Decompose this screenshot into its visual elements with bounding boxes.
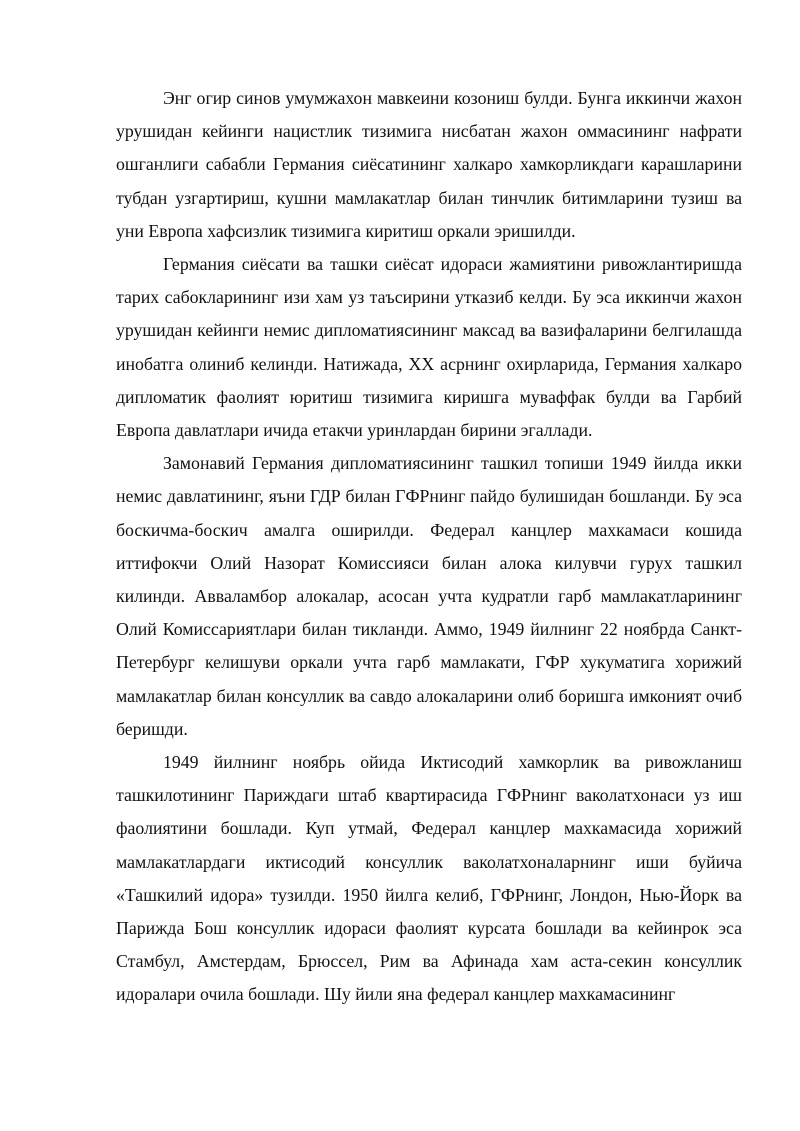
body-text [116, 82, 742, 1012]
paragraph-3: Замонавий Германия дипломатиясининг ташкил топиши 1949 йилда икки немис давлатининг, яъни ГДР билан ГФРнинг пайдо булишидан бошланди. Бу эса боскичма-боскич амалга оширилди. Федерал канцлер махкамаси кошида иттифокчи Олий Назорат Комиссияси билан алока килувчи гурух ташкил килинди. Авваламбор алокалар, асосан учта кудратли гарб мамлакатларининг Олий Комиссариятлари билан тикланди. Аммо, 1949 йилнинг 22 ноябрда Санкт-Петербург келишуви оркали учта гарб мамлакати, ГФР хукуматига хорижий мамлакатлар билан консуллик ва савдо алокаларини олиб боришга имконият очиб беришди. [116, 453, 742, 739]
paragraph-2: Германия сиёсати ва ташки сиёсат идораси жамиятини ривожлантиришда тарих сабокларининг изи хам уз таъсирини утказиб келди. Бу эса иккинчи жахон урушидан кейинги немис дипломатиясининг максад ва вазифаларини белгилашда инобатга олиниб келинди. Натижада, XX асрнинг охирларида, Германия халкаро дипломатик фаолият юритиш тизимига киришга муваффак булди ва Гарбий Европа давлатлари ичида етакчи уринлардан бирини эгаллади. [116, 254, 742, 441]
paragraph-4: 1949 йилнинг ноябрь ойида Иктисодий хамкорлик ва ривожланиш ташкилотининг Париждаги штаб квартирасида ГФРнинг ваколатхонаси уз иш фаолиятини бошлади. Куп утмай, Федерал канцлер махкамасида хорижий мамлакатлардаги иктисодий консуллик ваколатхоналарнинг иши буйича «Ташкилий идора» тузилди. 1950 йилга келиб, ГФРнинг, Лондон, Нью-Йорк ва Парижда Бош консуллик идораси фаолият курсата бошлади ва кейинрок эса Стамбул, Амстердам, Брюссел, Рим ва Афинада хам аста-секин консуллик идоралари очила бошлади. Шу йили яна федерал канцлер махкамасининг [116, 752, 742, 1005]
paragraph-1: Энг огир синов умумжахон мавкеини козониш булди. Бунга иккинчи жахон урушидан кейинги нацистлик тизимига нисбатан жахон оммасининг нафрати ошганлиги сабабли Германия сиёсатининг халкаро хамкорликдаги карашларини тубдан узгартириш, кушни мамлакатлар билан тинчлик битимларини тузиш ва уни Европа хафсизлик тизимига киритиш оркали эришилди. [116, 88, 742, 241]
